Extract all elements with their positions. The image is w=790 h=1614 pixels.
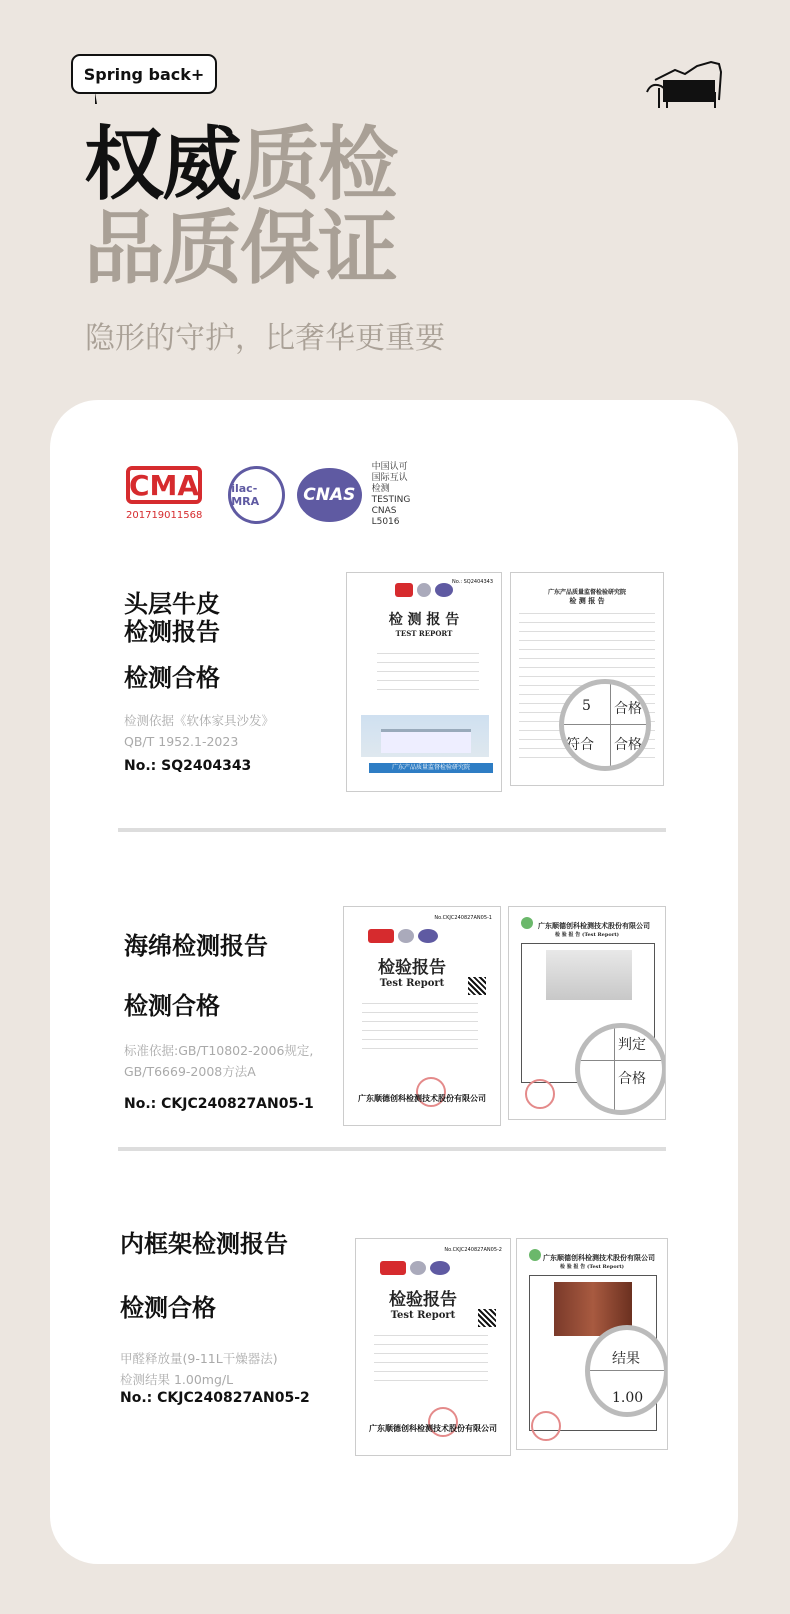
report-1-magnifier (559, 679, 651, 771)
reports-card (50, 400, 738, 1564)
report-2-qr-icon (468, 977, 486, 995)
report-2-doc-logos (368, 929, 500, 943)
hero-title-light: 质检 (240, 118, 396, 211)
hero-title-line-2: 品质保证 (84, 202, 396, 295)
report-2-doc-footer: 广东顺德创科检测技术股份有限公司 (358, 1094, 486, 1103)
cnas-text-2: 国际互认 (371, 473, 408, 483)
cnas-logo: CNAS (297, 468, 362, 522)
report-1-doc-no: No.: SQ2404343 (452, 579, 493, 585)
report-3-basis-line-2: 检测结果 1.00mg/L (120, 1372, 234, 1387)
report-2-mag-text-2: 判定 (618, 1037, 646, 1053)
report-1-doc-lines (377, 653, 479, 698)
hero-subtitle: 隐形的守护，比奢华更重要 (85, 321, 445, 356)
report-1-mag-text-2: 合格 (614, 737, 642, 753)
certification-logos (126, 464, 426, 526)
report-3-basis (120, 1348, 278, 1390)
report-3-doc-logos (380, 1261, 510, 1275)
report-2-doc-no: No.CKJC240827AN05-1 (434, 915, 492, 921)
report-2-result: 检测合格 (124, 992, 220, 1020)
report-1-doc-footer: 广东产品质量监督检验研究院 (369, 763, 493, 773)
report-2-result-page (508, 906, 666, 1120)
report-2-mag-text-1: 合格 (618, 1071, 646, 1087)
report-1-page-header: 广东产品质量监督检验研究院 (547, 589, 626, 596)
report-3-page-logo-icon (529, 1249, 541, 1261)
report-3-basis-line-1: 甲醛释放量(9-11L干燥器法) (120, 1351, 278, 1366)
report-1-basis-line-2: QB/T 1952.1-2023 (124, 734, 239, 749)
report-1-basis-line-1: 检测依据《软体家具沙发》 (124, 713, 275, 728)
ilac-logo: ilac-MRA (228, 466, 285, 524)
cma-number: 201719011568 (126, 510, 203, 521)
report-1-document (346, 572, 502, 792)
report-1-title (124, 590, 220, 646)
report-1-building-photo (361, 715, 489, 757)
cnas-text-3: 检测 (371, 484, 390, 494)
report-3-mag-text-2: 1.00 (612, 1390, 644, 1406)
divider-1 (118, 828, 666, 832)
report-3-qr-icon (478, 1309, 496, 1327)
brand-label: Spring back+ (71, 54, 217, 94)
report-2-doc-lines (362, 1003, 478, 1057)
report-1-mag-text-3: 符合 (566, 737, 594, 753)
report-2-page-logo-icon (521, 917, 533, 929)
report-3-doc-lines (374, 1335, 488, 1389)
report-1-result-page (510, 572, 664, 786)
report-1-result: 检测合格 (124, 664, 220, 692)
report-2-document (343, 906, 501, 1126)
cnas-text (372, 462, 426, 528)
report-2-basis-line-1: 标准依据:GB/T10802-2006规定, (124, 1043, 314, 1058)
cnas-text-4: TESTING (371, 495, 411, 505)
report-3-title: 内框架检测报告 (120, 1230, 288, 1258)
report-2-title: 海绵检测报告 (124, 932, 268, 960)
report-1-mag-text-1: 合格 (614, 701, 642, 717)
report-3-result: 检测合格 (120, 1294, 216, 1322)
report-2-page-header: 广东顺德创科检测技术股份有限公司 (538, 921, 650, 930)
report-2-number: No.: CKJC240827AN05-1 (124, 1096, 314, 1112)
report-1-doc-logos (347, 583, 501, 597)
report-3-doc-no: No.CKJC240827AN05-2 (444, 1247, 502, 1253)
cma-logo (126, 464, 204, 526)
sofa-icon (645, 52, 723, 110)
report-3-magnifier (585, 1325, 668, 1417)
report-3-doc-subtitle: Test Report (390, 1310, 456, 1321)
report-1-page-title: 检 测 报 告 (569, 596, 605, 605)
report-2-basis (124, 1040, 313, 1082)
report-3-doc-footer: 广东顺德创科检测技术股份有限公司 (369, 1424, 497, 1433)
report-3-number: No.: CKJC240827AN05-2 (120, 1390, 310, 1406)
hero-title-dark: 权威 (84, 118, 240, 211)
report-1-doc-subtitle: TEST REPORT (395, 629, 453, 638)
report-1-number: No.: SQ2404343 (124, 758, 252, 774)
cnas-text-1: 中国认可 (371, 462, 408, 472)
cma-label: CMA (126, 466, 202, 504)
report-3-result-page (516, 1238, 668, 1450)
report-2-magnifier (575, 1023, 666, 1115)
report-3-doc-title: 检验报告 (389, 1290, 457, 1310)
report-2-basis-line-2: GB/T6669-2008方法A (124, 1064, 256, 1079)
report-2-doc-subtitle: Test Report (379, 978, 445, 989)
report-3-page-title: 检 验 报 告 (Test Report) (560, 1264, 624, 1270)
report-2-foam-photo (546, 950, 632, 1000)
report-3-mag-text-1: 结果 (612, 1351, 640, 1367)
report-2-page-title: 检 验 报 告 (Test Report) (555, 932, 619, 938)
report-1-mag-text-4: 5 (582, 698, 591, 714)
report-2-doc-title: 检验报告 (378, 958, 446, 978)
report-1-title-line-1: 头层牛皮 (124, 590, 220, 618)
report-1-basis (124, 710, 274, 752)
report-3-page-header: 广东顺德创科检测技术股份有限公司 (543, 1253, 655, 1262)
report-2-page-stamp-icon (525, 1079, 555, 1109)
report-1-title-line-2: 检测报告 (124, 618, 220, 646)
hero-title-line-1 (84, 118, 396, 211)
report-3-document (355, 1238, 511, 1456)
report-3-page-stamp-icon (531, 1411, 561, 1441)
report-1-doc-title: 检 测 报 告 (388, 612, 460, 628)
divider-2 (118, 1147, 666, 1151)
cnas-text-5: CNAS L5016 (371, 506, 400, 527)
